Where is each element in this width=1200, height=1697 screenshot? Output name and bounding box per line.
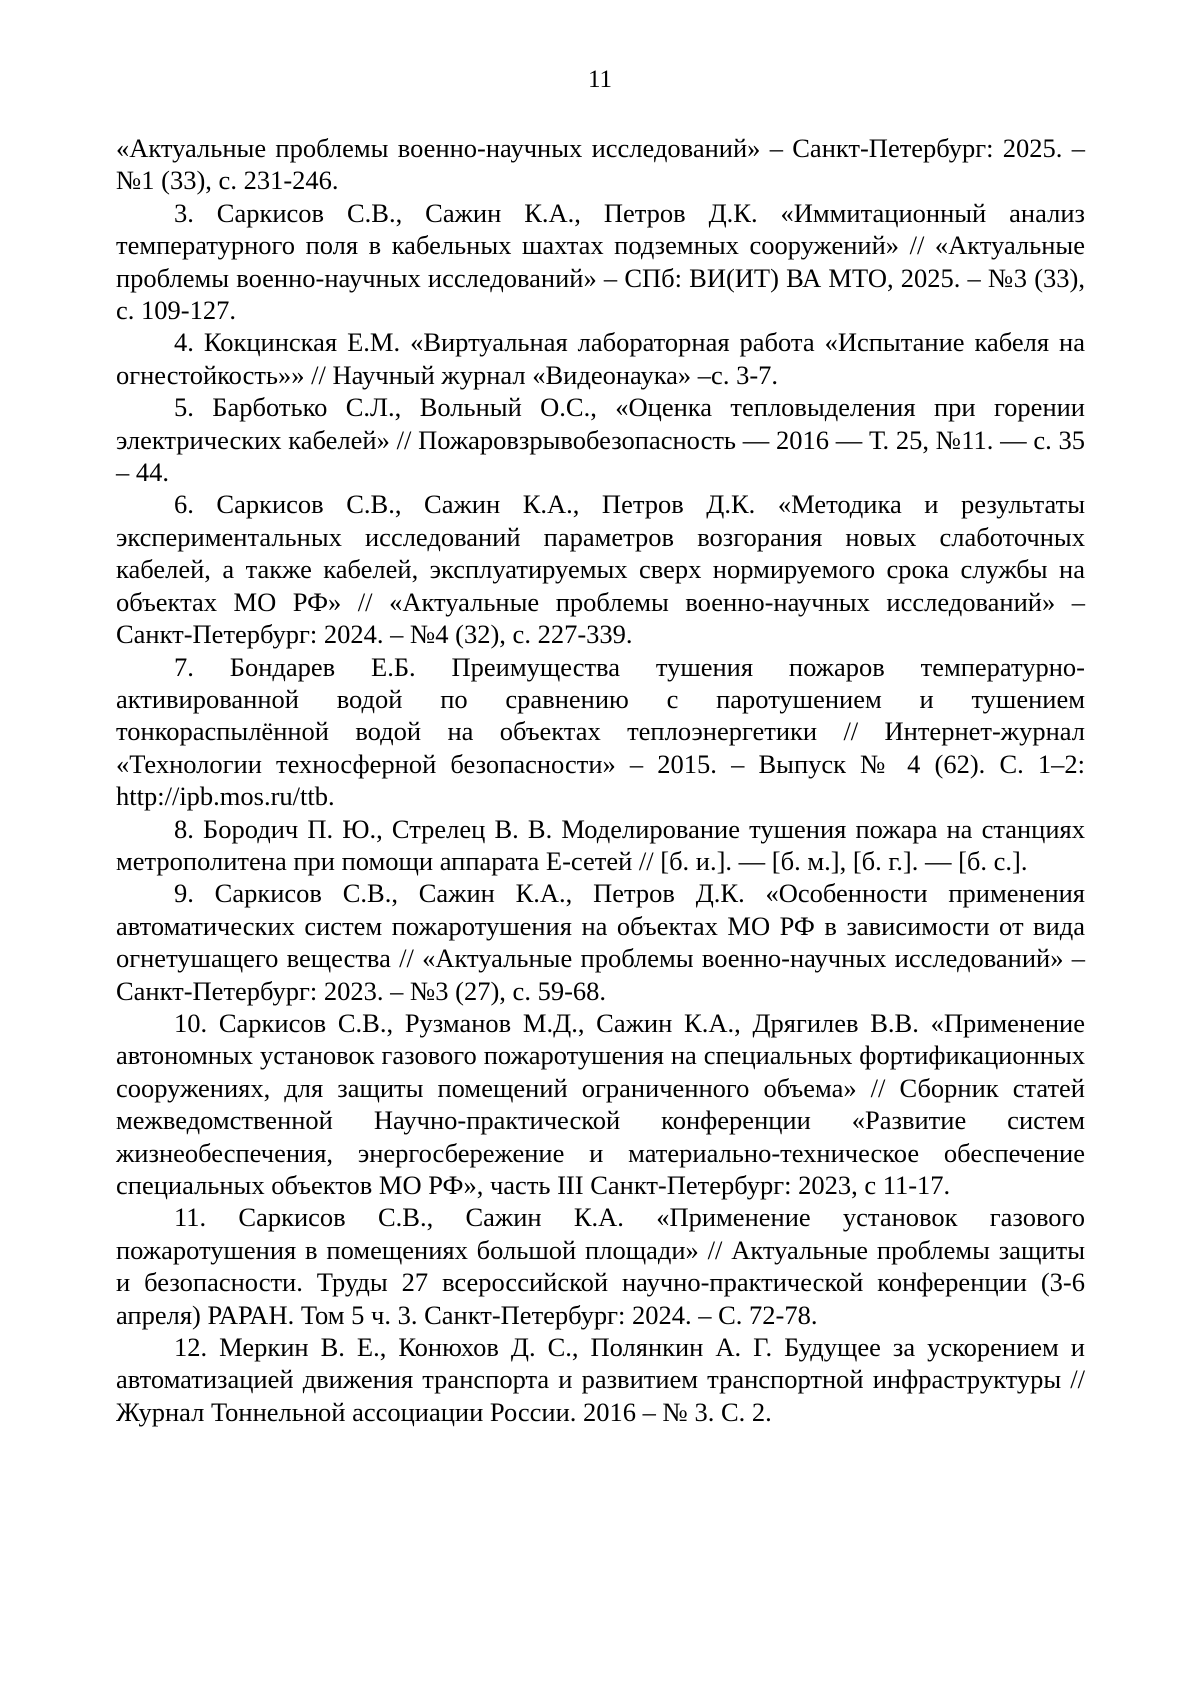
reference-item-12: 12. Меркин В. Е., Конюхов Д. С., Полянкин А. Г. Будущее за ускорением и автоматизацией движения транспорта и развитием транспортной инфраструктуры // Журнал Тоннельной ассоциации России. 2016 – № 3. С. 2.	[116, 1332, 1085, 1427]
reference-item-3: 3. Саркисов С.В., Сажин К.А., Петров Д.К. «Иммитационный анализ температурного поля в кабельных шахтах подземных сооружений» // «Актуальные проблемы военно-научных исследований» – СПб: ВИ(ИТ) ВА МТО, 2025. – №3 (33), с. 109-127.	[116, 197, 1085, 326]
reference-continuation: «Актуальные проблемы военно-научных исследований» – Санкт-Петербург: 2025. – №1 (33), с. 231-246.	[116, 133, 1085, 196]
reference-item-11: 11. Саркисов С.В., Сажин К.А. «Применение установок газового пожаротушения в помещениях большой площади» // Актуальные проблемы защиты и безопасности. Труды 27 всероссийской научно-практической конференции (3-6 апреля) РАРАН. Том 5 ч. 3. Санкт-Петербург: 2024. – С. 72-78.	[116, 1202, 1085, 1330]
reference-list	[116, 132, 1085, 1428]
page-number: 11	[587, 66, 613, 93]
reference-item-9: 9. Саркисов С.В., Сажин К.А., Петров Д.К. «Особенности применения автоматических систем пожаротушения на объектах МО РФ в зависимости от вида огнетушащего вещества // «Актуальные проблемы военно-научных исследований» – Санкт-Петербург: 2023. – №3 (27), с. 59-68.	[116, 878, 1085, 1006]
reference-item-6: 6. Саркисов С.В., Сажин К.А., Петров Д.К. «Методика и результаты экспериментальных исследований параметров возгорания новых слаботочных кабелей, а также кабелей, эксплуатируемых сверх нормируемого срока службы на объектах МО РФ» // «Актуальные проблемы военно-научных исследований» – Санкт-Петербург: 2024. – №4 (32), с. 227-339.	[116, 489, 1085, 650]
reference-item-5: 5. Барботько С.Л., Вольный О.С., «Оценка тепловыделения при горении электрических кабелей» // Пожаровзрывобезопасность — 2016 — Т. 25, №11. — с. 35 – 44.	[116, 392, 1085, 488]
reference-item-7: 7. Бондарев Е.Б. Преимущества тушения пожаров температурно-активированной водой по сравнению с паротушением и тушением тонкораспылённой водой на объектах теплоэнергетики // Интернет-журнал «Технологии техносферной безопасности» – 2015. – Выпуск № 4 (62). С. 1–2: http://ipb.mos.ru/ttb.	[116, 651, 1085, 812]
reference-item-4: 4. Кокцинская Е.М. «Виртуальная лабораторная работа «Испытание кабеля на огнестойкость»» // Научный журнал «Видеонаука» –с. 3-7.	[116, 327, 1085, 390]
reference-item-8: 8. Бородич П. Ю., Стрелец В. В. Моделирование тушения пожара на станциях метрополитена при помощи аппарата Е-сетей // [б. и.]. — [б. м.], [б. г.]. — [б. с.].	[116, 813, 1085, 876]
reference-item-10: 10. Саркисов С.В., Рузманов М.Д., Сажин К.А., Дрягилев В.В. «Применение автономных установок газового пожаротушения на специальных фортификационных сооружениях, для защиты помещений ограниченного объема» // Сборник статей межведомственной Научно-практической конференции «Развитие систем жизнеобеспечения, энергосбережение и материально-техническое обеспечение специальных объектов МО РФ», часть III Санкт-Петербург: 2023, с 11-17.	[116, 1007, 1085, 1200]
